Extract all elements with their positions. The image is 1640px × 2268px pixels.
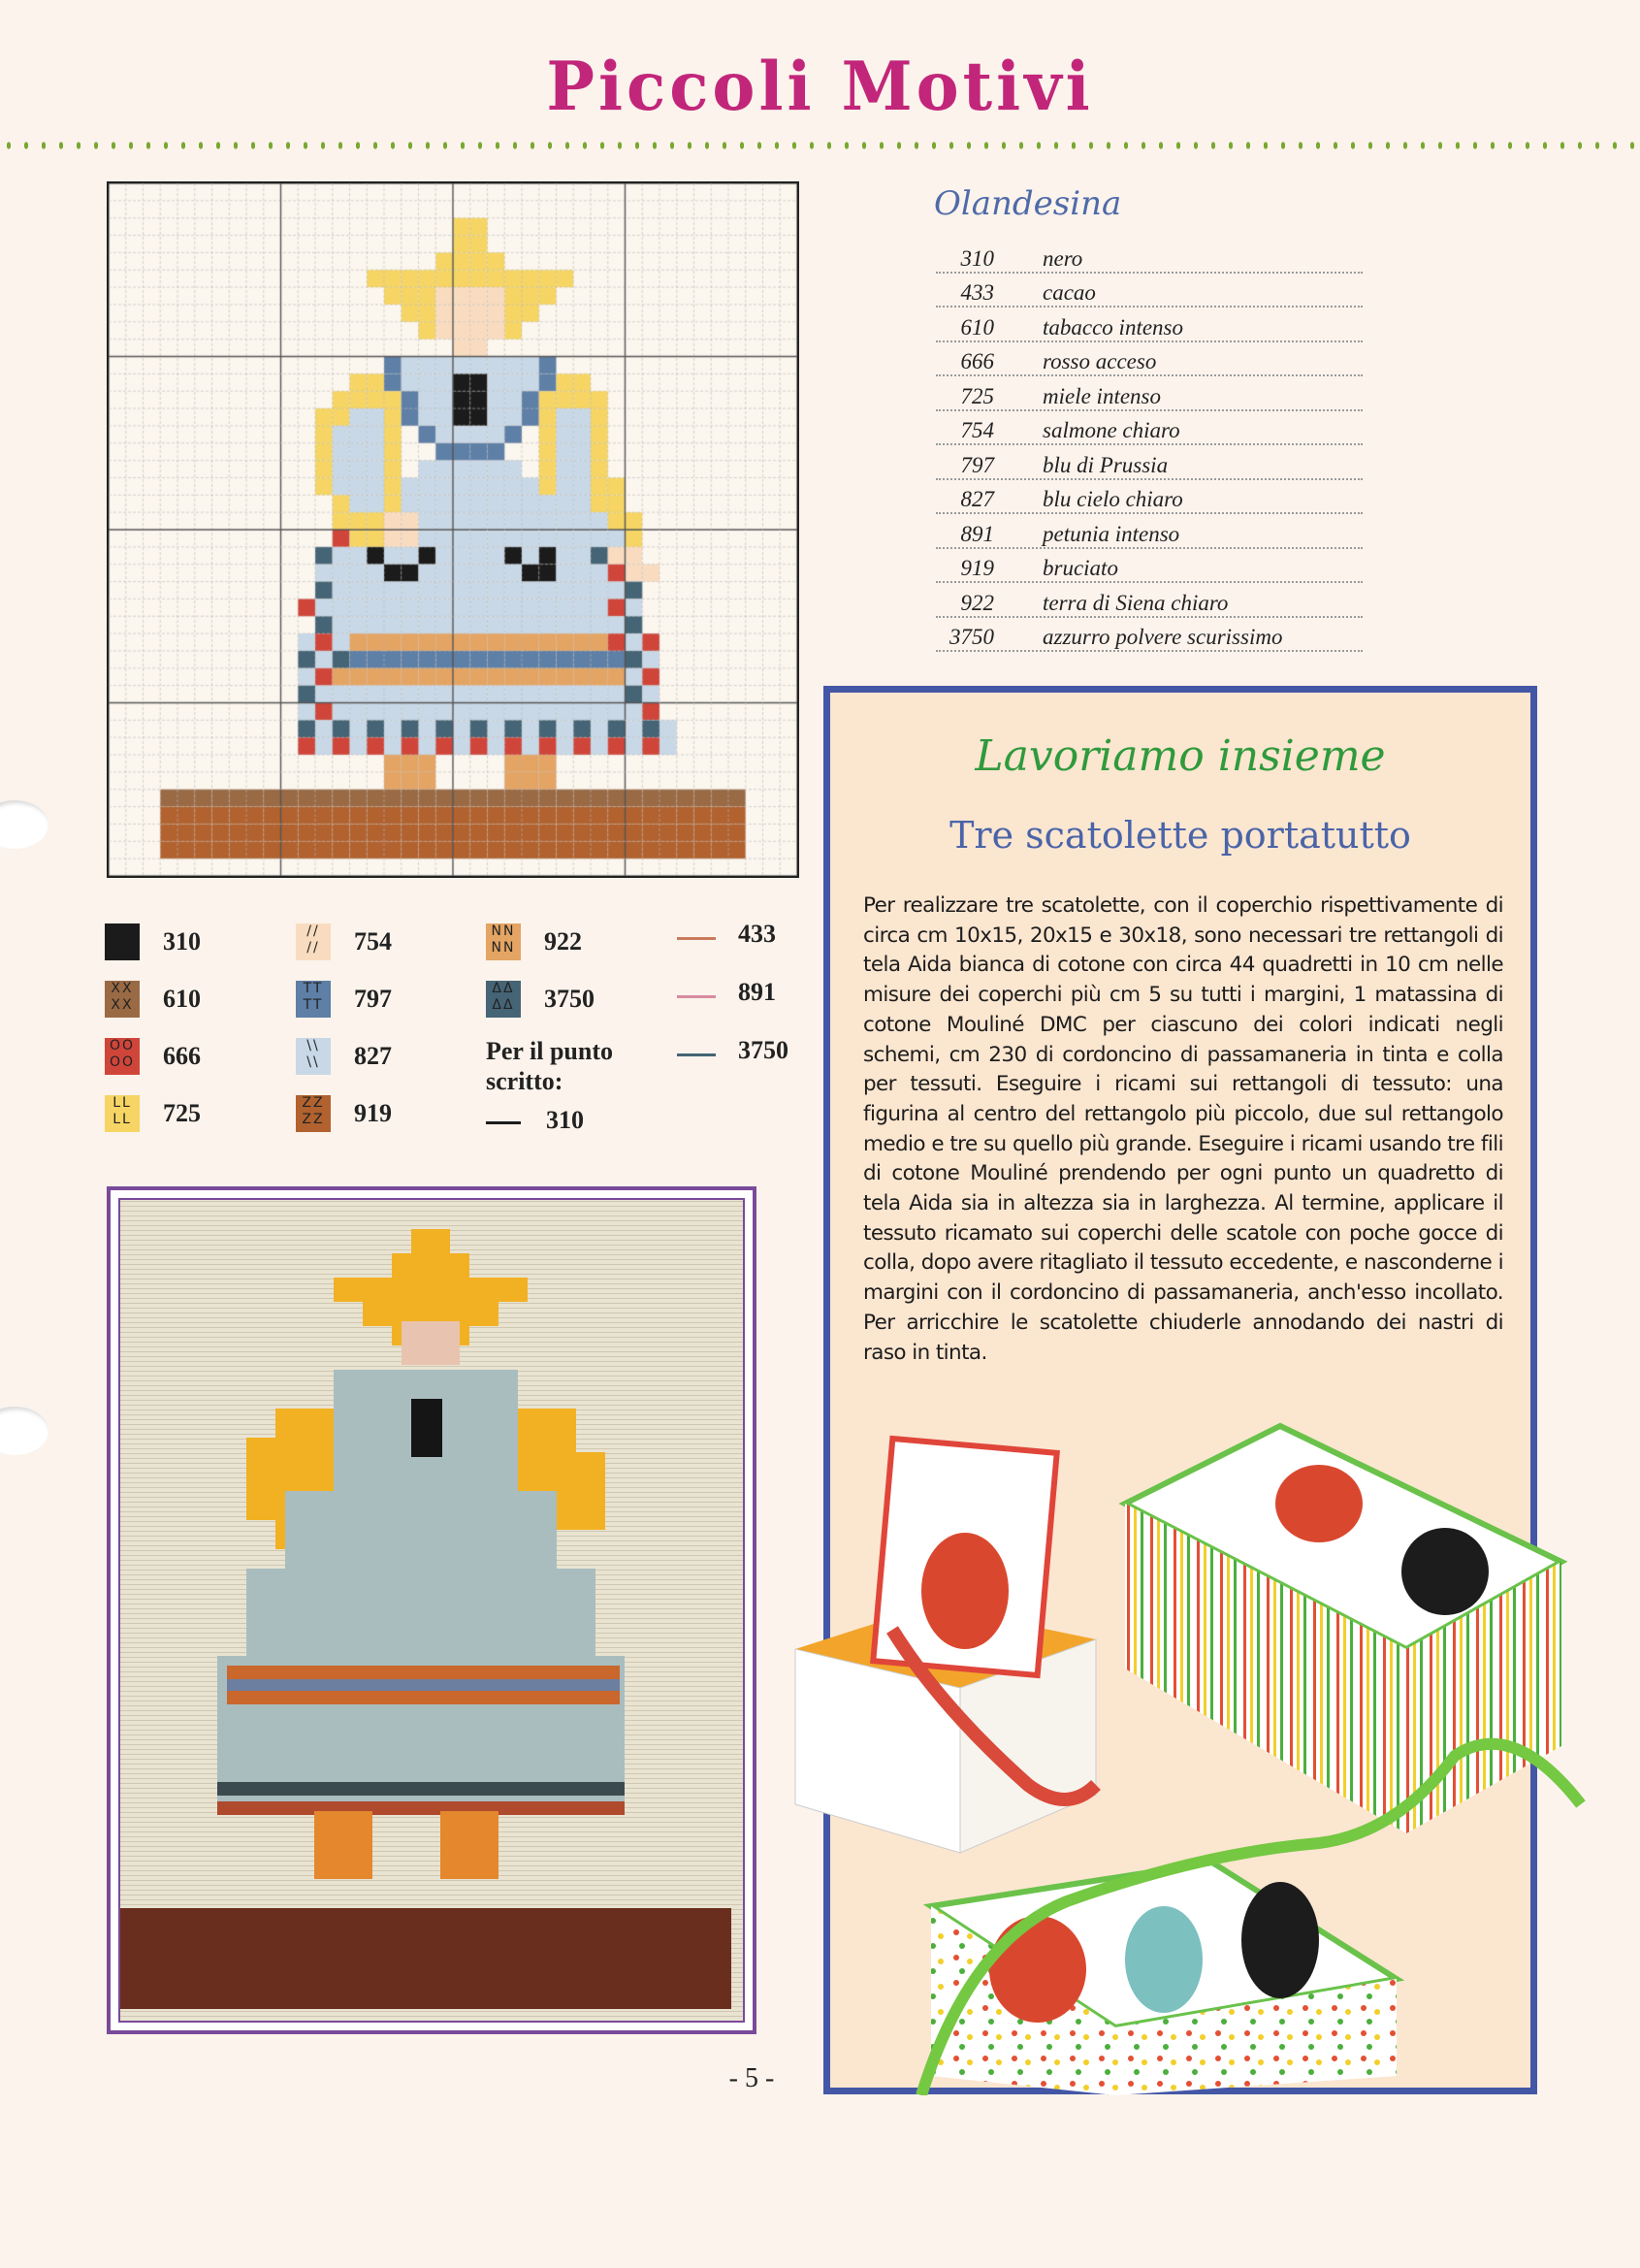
color-name: cacao — [1043, 280, 1096, 305]
color-code: 610 — [960, 314, 994, 340]
color-list-row — [936, 583, 1363, 618]
swatch-label: 310 — [163, 927, 201, 956]
embroidered-figure-illustration — [120, 1200, 731, 2009]
color-list-row — [936, 514, 1363, 549]
swatch-666: OO OO — [105, 1038, 140, 1075]
swatch-label: 3750 — [544, 985, 595, 1013]
color-code: 919 — [960, 556, 994, 580]
swatch-label: 919 — [354, 1099, 392, 1127]
color-list-row — [936, 549, 1363, 584]
pattern-title: Olandesina — [934, 184, 1122, 223]
color-code: 725 — [960, 383, 994, 408]
color-name: bruciato — [1043, 556, 1118, 580]
page-number: - 5 - — [728, 2063, 775, 2093]
binder-hole-icon — [0, 1407, 48, 1455]
color-list-row — [936, 308, 1363, 342]
photo-image — [118, 1198, 745, 2023]
color-list-row — [936, 480, 1363, 515]
color-list-row — [936, 376, 1363, 411]
color-code: 310 — [960, 245, 994, 271]
embroidery-photo — [107, 1186, 756, 2034]
swatch-label: 922 — [544, 927, 582, 956]
swatch-label: 827 — [354, 1042, 392, 1070]
boxes-illustration — [776, 1397, 1640, 2095]
color-name: tabacco intenso — [1043, 314, 1183, 340]
backstitch-code: 310 — [546, 1106, 584, 1134]
dotted-divider — [0, 140, 1640, 151]
color-list-row — [936, 239, 1363, 274]
line-swatch-label: 433 — [738, 920, 776, 948]
article-body: Per realizzare tre scatolette, con il coperchio rispettivamente di circa cm 10x15, 20x15 e 30x18, sono necessari tre rettangoli di tela Aida bianca di cotone con circa 44 quadretti in 10 cm nelle misure dei coperchi più cm 5 su tutti i margini, 1 matassina di cotone Mouliné DMC per ciascuno dei colori indicati negli schemi, cm 230 di cordoncino di passamaneria in tinta e colla per tessuti. Eseguire i ricami sui rettangoli di tessuto: una figurina al centro del rettangolo più piccolo, due sul rettangolo medio e tre su quello più grande. Eseguire i ricami usando tre fili di cotone Mouliné prendendo per ogni punto un quadretto di tela Aida sia in altezza sia in larghezza. Al termine, applicare il tessuto ricamato sui coperchi delle scatole con poche gocce di colla, dopo avere ritagliato il tessuto eccedente, e nasconderne i margini con il cordoncino di passamaneria, anch'esso incollato. Per arricchire le scatolette chiuderle annodando dei nastri di raso in tinta. — [863, 893, 1503, 1365]
gift-boxes-image — [776, 1397, 1640, 2095]
line-swatch-icon — [677, 937, 716, 940]
swatch-label: 610 — [163, 985, 201, 1013]
color-name: azzurro polvere scurissimo — [1043, 625, 1283, 649]
swatch-3750: ΔΔ ΔΔ — [486, 981, 521, 1018]
color-name: rosso acceso — [1043, 349, 1157, 373]
color-name: miele intenso — [1043, 383, 1161, 408]
color-code: 754 — [960, 418, 994, 442]
color-list-row — [936, 342, 1363, 377]
swatch-919: ZZ ZZ — [296, 1095, 331, 1132]
backstitch-line-icon — [486, 1121, 521, 1124]
color-list-row — [936, 274, 1363, 308]
swatch-827: \\ \\ — [296, 1038, 331, 1075]
color-code: 3750 — [949, 625, 994, 649]
color-code: 666 — [960, 349, 994, 373]
backstitch-note: Per il punto scritto: — [486, 1037, 613, 1095]
swatch-label: 725 — [163, 1099, 201, 1127]
color-list-row — [936, 618, 1363, 653]
swatch-922: NN NN — [486, 923, 521, 960]
color-name: petunia intenso — [1043, 521, 1180, 546]
swatch-725: LL LL — [105, 1095, 140, 1132]
cross-stitch-chart — [107, 181, 799, 878]
page-title: Piccoli Motivi — [546, 47, 1094, 126]
symbol-legend — [105, 912, 822, 1145]
line-swatch-label: 3750 — [738, 1036, 788, 1064]
color-name: blu cielo chiaro — [1043, 487, 1183, 511]
color-list-row — [936, 445, 1363, 480]
chart-grid — [109, 183, 797, 876]
swatch-797: TT TT — [296, 981, 331, 1018]
swatch-label: 797 — [354, 985, 392, 1013]
color-list — [936, 239, 1363, 652]
color-code: 797 — [960, 452, 994, 477]
color-code: 891 — [960, 521, 994, 546]
binder-hole-icon — [0, 800, 48, 849]
color-name: nero — [1043, 245, 1083, 271]
color-list-row — [936, 411, 1363, 446]
swatch-754: // // — [296, 923, 331, 960]
line-swatch-icon — [677, 995, 716, 998]
line-swatch-icon — [677, 1053, 716, 1056]
color-code: 433 — [960, 280, 994, 305]
line-swatch-label: 891 — [738, 978, 776, 1006]
color-name: salmone chiaro — [1043, 418, 1180, 442]
section-kicker: Lavoriamo insieme — [975, 731, 1386, 781]
swatch-610: XX XX — [105, 981, 140, 1018]
color-name: blu di Prussia — [1043, 452, 1169, 477]
swatch-label: 754 — [354, 927, 392, 956]
article-title: Tre scatolette portatutto — [949, 814, 1411, 857]
swatch-label: 666 — [163, 1042, 201, 1070]
color-code: 827 — [960, 487, 994, 511]
swatch-310 — [105, 923, 140, 960]
color-code: 922 — [960, 590, 994, 615]
color-name: terra di Siena chiaro — [1043, 590, 1229, 615]
